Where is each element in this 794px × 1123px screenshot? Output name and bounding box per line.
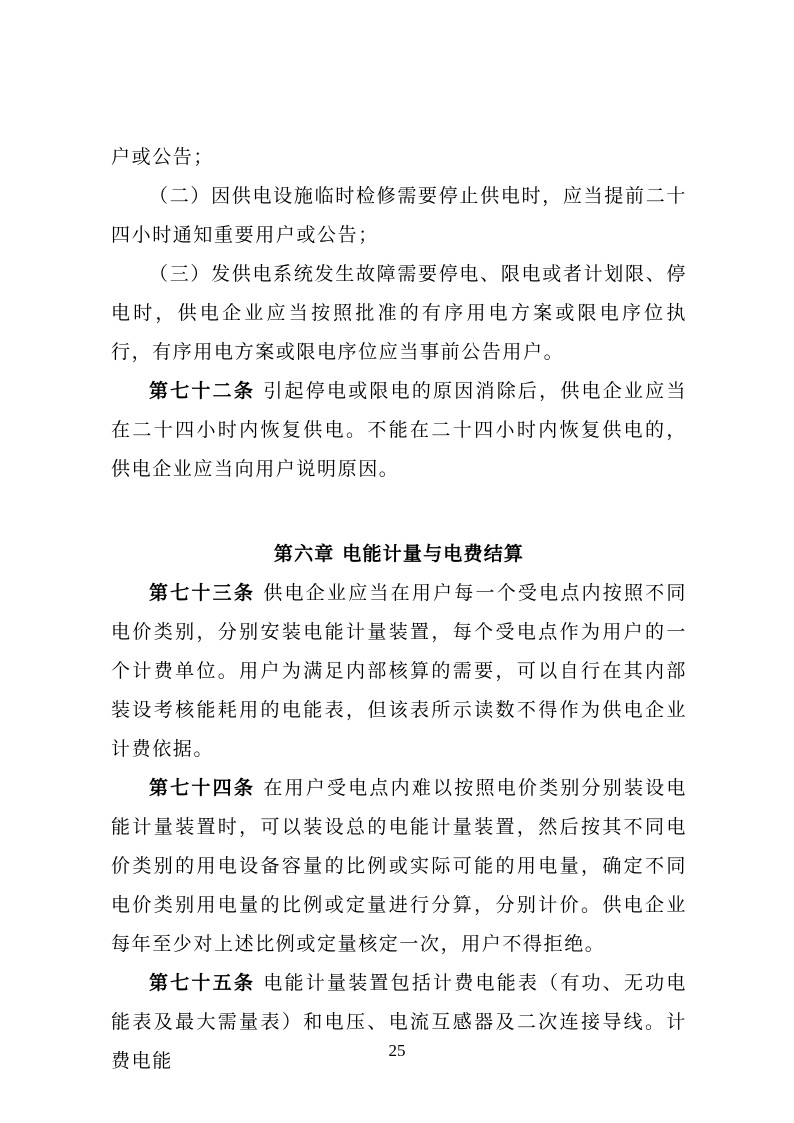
- paragraph-text: （三）发供电系统发生故障需要停电、限电或者计划限、停电时，供电企业应当按照批准的有序用电方案或限电序位执行，有序用电方案或限电序位应当事前公告用户。: [111, 263, 687, 363]
- article-75: [111, 964, 687, 1081]
- paragraph-continuation: [111, 138, 687, 177]
- article-heading: 第七十四条: [149, 777, 256, 799]
- paragraph-item-3: [111, 255, 687, 372]
- chapter-title: 第六章 电能计量与电费结算: [273, 543, 525, 565]
- article-72: [111, 372, 687, 489]
- article-body: 供电企业应当在用户每一个受电点内按照不同电价类别，分别安装电能计量装置，每个受电点作为用户的一个计费单位。用户为满足内部核算的需要，可以自行在其内部装设考核能耗用的电能表，但该表所示读数不得作为供电企业计费依据。: [111, 582, 687, 760]
- article-74: [111, 769, 687, 964]
- page-number: 25: [388, 1041, 406, 1060]
- article-73: [111, 574, 687, 769]
- paragraph-item-2: [111, 177, 687, 255]
- article-heading: 第七十二条: [149, 380, 256, 402]
- article-body: 在用户受电点内难以按照电价类别分别装设电能计量装置时，可以装设总的电能计量装置，然后按其不同电价类别的用电设备容量的比例或实际可能的用电量，确定不同电价类别用电量的比例或定量进行分算，分别计价。供电企业每年至少对上述比例或定量核定一次，用户不得拒绝。: [111, 777, 687, 955]
- article-body: 电能计量装置包括计费电能表（有功、无功电能表及最大需量表）和电压、电流互感器及二次连接导线。计费电能: [111, 972, 687, 1072]
- page-content: [111, 138, 687, 1081]
- article-body: 引起停电或限电的原因消除后，供电企业应当在二十四小时内恢复供电。不能在二十四小时内恢复供电的，供电企业应当向用户说明原因。: [111, 380, 687, 480]
- paragraph-text: 户或公告；: [111, 146, 215, 168]
- paragraph-text: （二）因供电设施临时检修需要停止供电时，应当提前二十四小时通知重要用户或公告；: [111, 185, 687, 246]
- article-heading: 第七十三条: [149, 582, 256, 604]
- article-heading: 第七十五条: [149, 972, 256, 994]
